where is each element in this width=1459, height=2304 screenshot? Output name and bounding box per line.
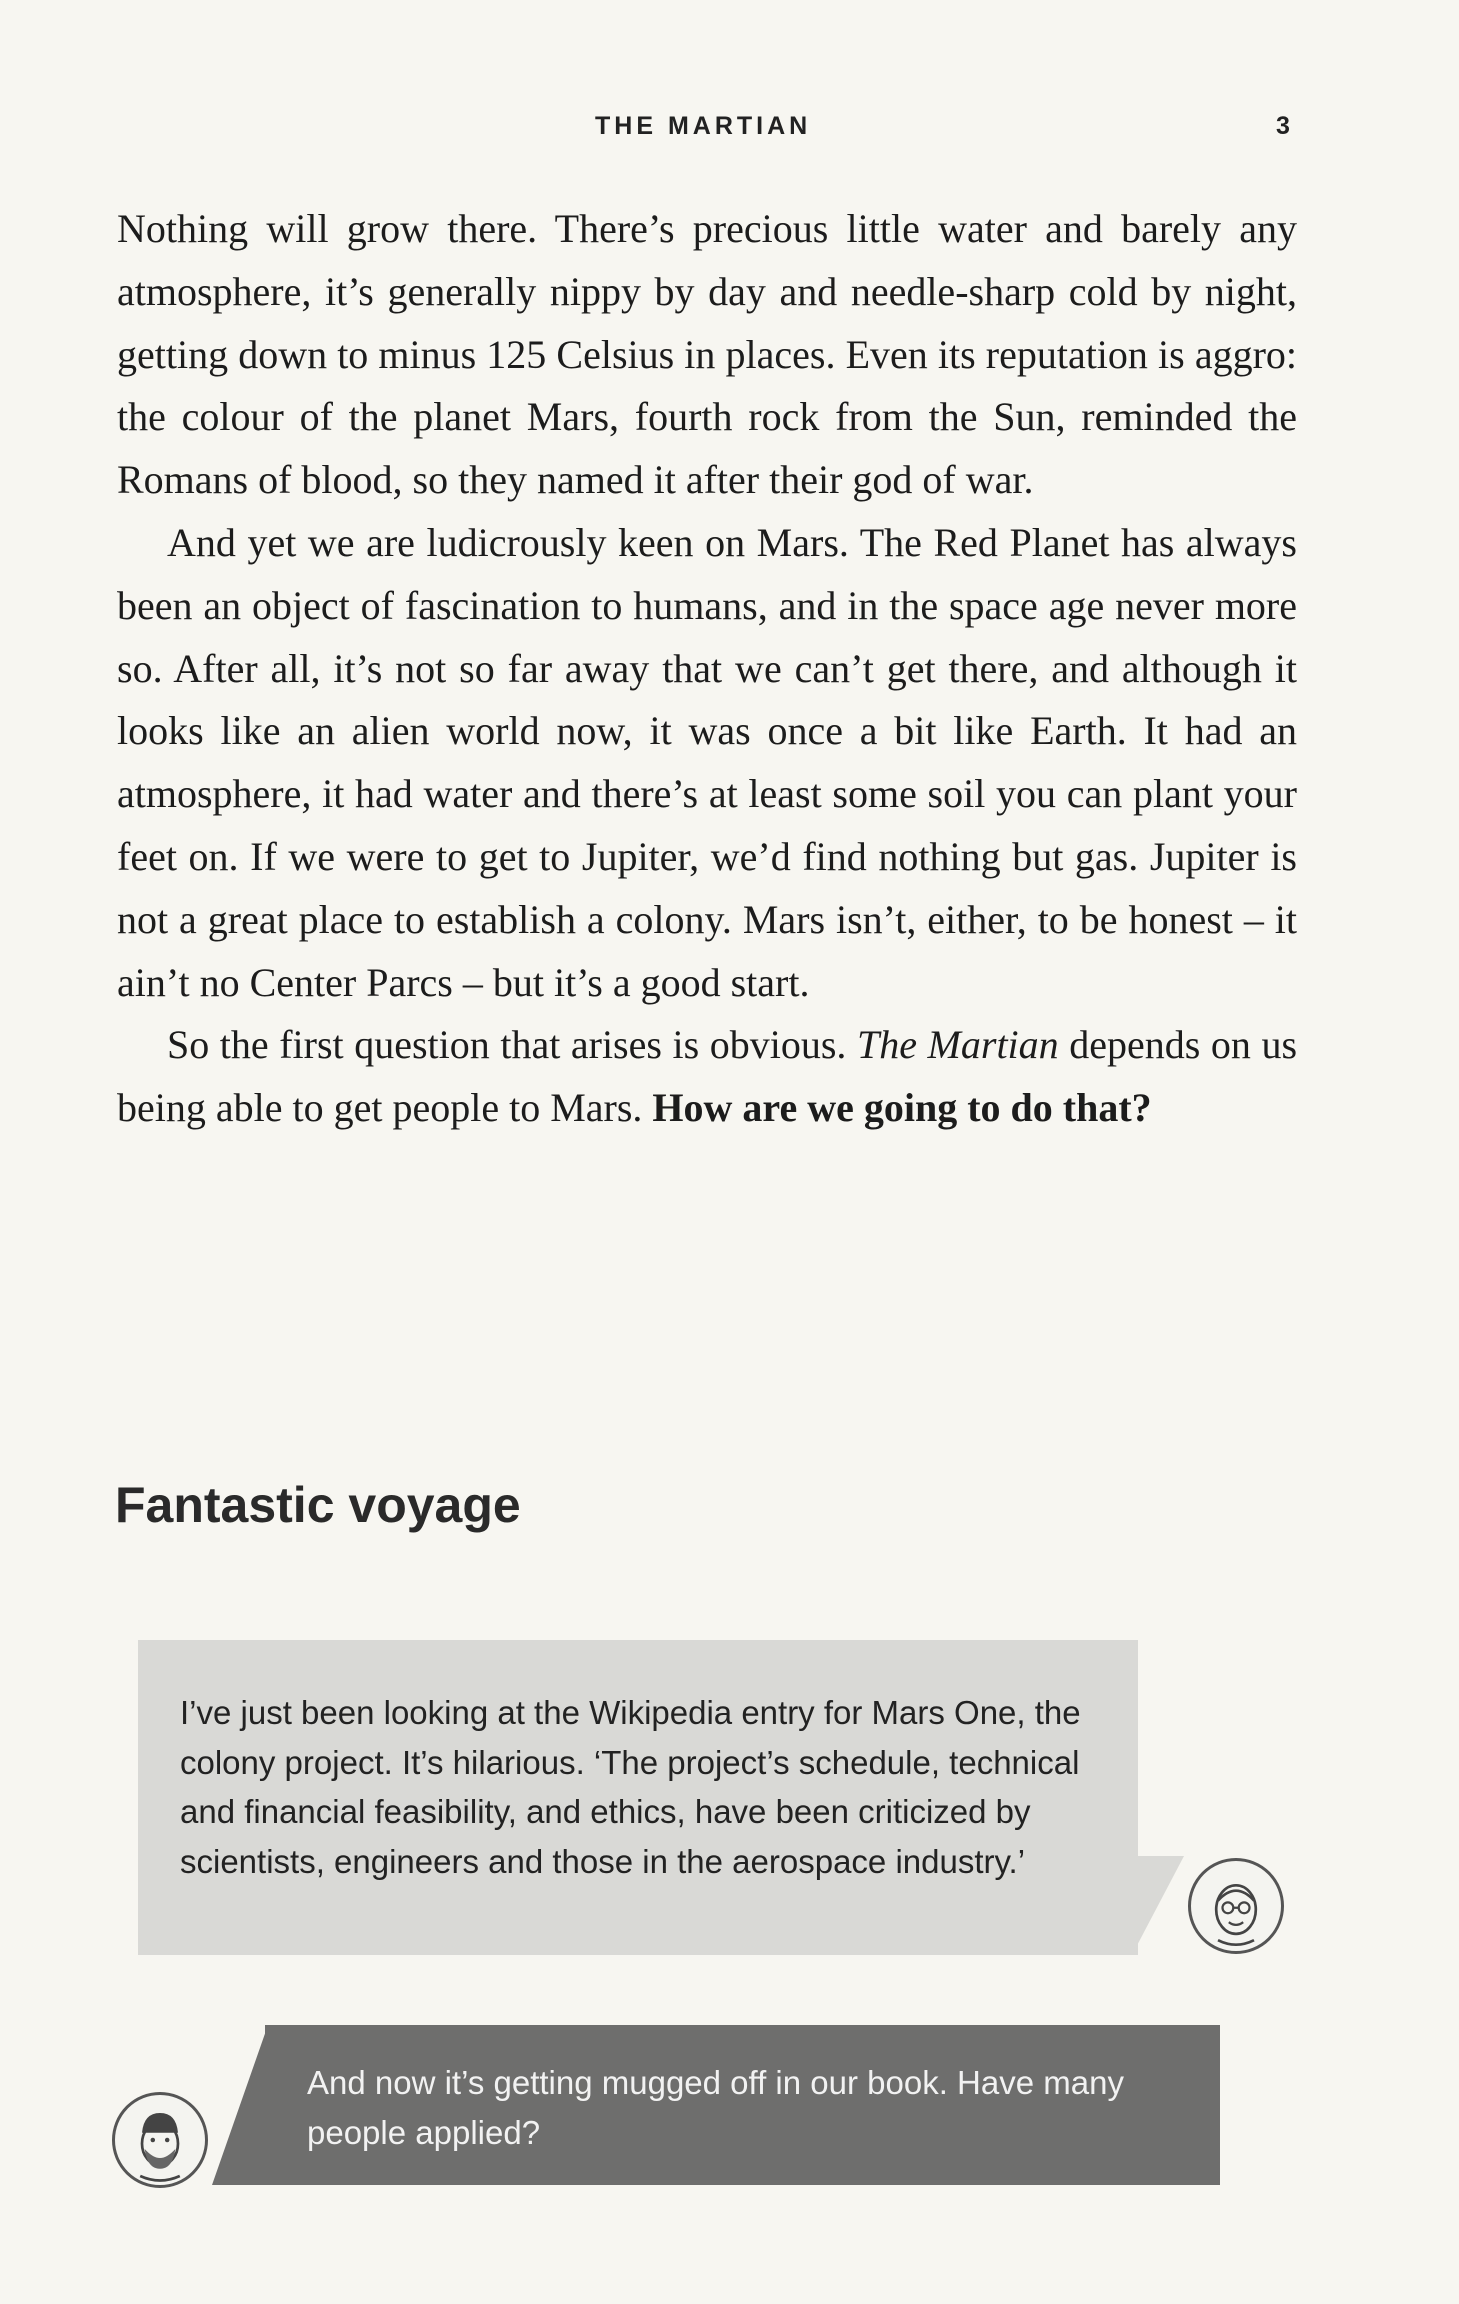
speech-bubble-2-tail [212,2025,268,2185]
speech-bubble-1 [138,1640,1138,1955]
page-number: 3 [1276,112,1290,140]
speech-bubble-2 [265,2025,1220,2185]
running-title: THE MARTIAN [595,112,812,140]
speech-bubble-1-text: I’ve just been looking at the Wikipedia entry for Mars One, the colony project. It’s hilarious. ‘The project’s schedule, technical and financial feasibility, and ethics, have been criticized by scientists, engineers and those in the aerospace industry.’ [180,1694,1081,1880]
page-header [0,112,1459,152]
body-text [117,198,1297,1140]
paragraph-3-middle: depends on us being able to get people to Mars. [117,1022,1298,1131]
speech-bubble-1-tail [1132,1856,1184,1955]
paragraph-1: Nothing will grow there. There’s precious little water and barely any atmosphere, it’s generally nippy by day and needle-sharp cold by night, getting down to minus 125 Celsius in places. Even its reputation is aggro: the colour of the planet Mars, fourth rock from the Sun, reminded the Romans of blood, so they named it after their god of war. [117,206,1297,503]
section-heading: Fantastic voyage [115,1477,521,1533]
bald-man-glasses-avatar-icon [1188,1858,1284,1954]
key-question: How are we going to do that? [652,1085,1152,1131]
speech-bubble-2-text: And now it’s getting mugged off in our book. Have many people applied? [307,2064,1124,2151]
paragraph-3-start: So the first question that arises is obvious. [167,1022,857,1068]
book-title-italic: The Martian [857,1022,1059,1068]
paragraph-3 [117,1014,1297,1140]
bearded-man-avatar-icon [112,2092,208,2188]
paragraph-2: And yet we are ludicrously keen on Mars. The Red Planet has always been an object of fascination to humans, and in the space age never more so. After all, it’s not so far away that we can’t get there, and although it looks like an alien world now, it was once a bit like Earth. It had an atmosphere, it had water and there’s at least some soil you can plant your feet on. If we were to get to Jupiter, we’d find nothing but gas. Jupiter is not a great place to establish a colony. Mars isn’t, either, to be honest – it ain’t no Center Parcs – but it’s a good start. [117,519,1297,1005]
